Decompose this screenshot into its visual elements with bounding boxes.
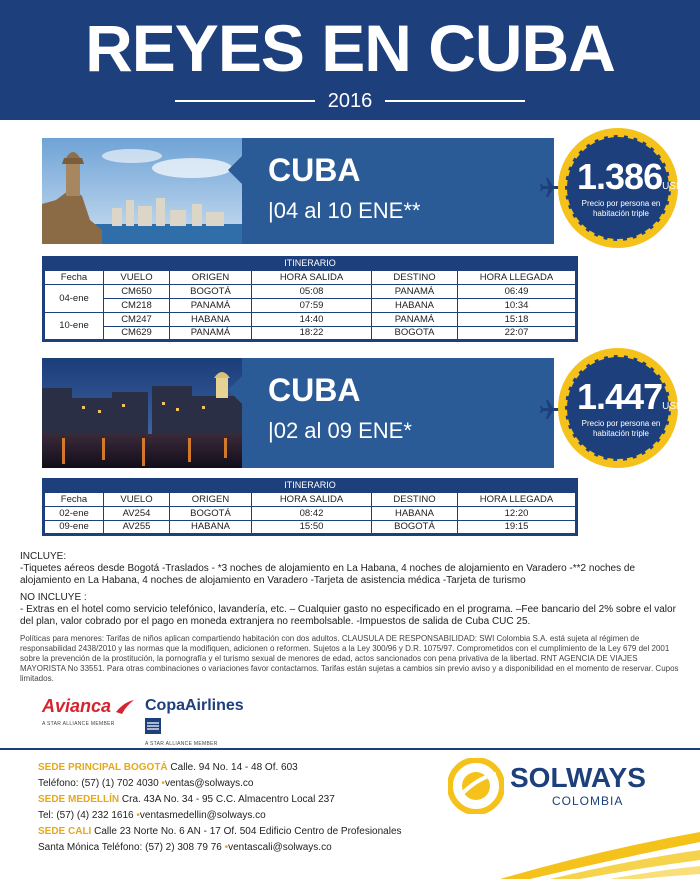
divider-line xyxy=(175,100,315,102)
column-header: VUELO xyxy=(104,271,170,285)
currency: USD xyxy=(662,181,684,192)
table-header xyxy=(44,493,577,507)
price-badge-inner xyxy=(565,355,684,461)
table-row xyxy=(44,521,577,535)
price: 1.447USD xyxy=(577,376,684,417)
offer-band xyxy=(242,138,554,244)
destination-cell: HABANA xyxy=(372,299,458,313)
flight-cell: CM218 xyxy=(104,299,170,313)
arrival-cell: 10:34 xyxy=(458,299,577,313)
table-row xyxy=(44,313,577,327)
excludes-text: - Extras en el hotel como servicio telefónico, lavandería, etc. – Cualquier gasto no especificado en el programa. –Fee bancario del 2% sobre el valor del plan, valor cobrado por el pago en moneda extranjera no reembolsable. -Impuestos de salida de Cuba CUC 25. xyxy=(20,604,676,627)
legal-text: Políticas para menores: Tarifas de niños aplican compartiendo habitación con dos adultos. CLAUSULA DE RESPONSABILIDAD: SWI Colombia S.A. está sujeta al régimen de responsabilidad 2438/2010 y las normas que la modifiquen, adicionen o reformen. Sujetos a la Ley 300/96 y D.R. 1075/97. Comprometidos con el cumplimiento de la Ley 679 del 2001 sobre la prevención de la prostitución, la pornografía y el turismo sexual de menores de edad, actos sancionados con pena privativa de la libertad. RNT AGENCIA DE VIAJES MAYORISTA No 33551. Para otras combinaciones o variaciones favor contactarnos. Tarifas están sujetas a cambios sin previo aviso y a disponibilidad en el momento de reservar. Cupos limitados. xyxy=(20,634,679,683)
column-header: HORA LLEGADA xyxy=(458,271,577,285)
table-row xyxy=(44,299,577,313)
includes-section xyxy=(20,551,680,587)
date-cell: 02-ene xyxy=(44,507,104,521)
solways-logo xyxy=(448,758,688,818)
excludes-heading: NO INCLUYE : xyxy=(20,592,87,603)
itinerary-grid xyxy=(42,270,578,342)
bullet: • xyxy=(224,842,229,853)
contact-line xyxy=(38,808,458,824)
year-row xyxy=(175,88,525,114)
column-header: HORA LLEGADA xyxy=(458,493,577,507)
origin-cell: HABANA xyxy=(170,521,252,535)
arrival-cell: 12:20 xyxy=(458,507,577,521)
contact-line xyxy=(38,840,458,856)
page-title: REYES EN CUBA xyxy=(85,11,615,85)
departure-cell: 07:59 xyxy=(252,299,372,313)
departure-cell: 15:50 xyxy=(252,521,372,535)
origin-cell: PANAMÁ xyxy=(170,299,252,313)
departure-cell: 14:40 xyxy=(252,313,372,327)
destination-cell: BOGOTA xyxy=(372,327,458,341)
destination-cell: BOGOTÁ xyxy=(372,521,458,535)
column-header: ORIGEN xyxy=(170,493,252,507)
office-address: Calle. 94 No. 14 - 48 Of. 603 xyxy=(167,762,298,773)
column-header: ORIGEN xyxy=(170,271,252,285)
copa-logo xyxy=(145,696,255,747)
office-label: SEDE PRINCIPAL BOGOTÁ xyxy=(38,762,168,773)
havana-morro-photo xyxy=(42,138,242,244)
bullet: • xyxy=(161,778,165,789)
table-row xyxy=(44,285,577,299)
arrival-cell: 06:49 xyxy=(458,285,577,299)
column-header: HORA SALIDA xyxy=(252,271,372,285)
destination-name: CUBA xyxy=(268,372,361,408)
date-cell: 04-ene xyxy=(44,285,104,313)
itinerary-title: ITINERARIO xyxy=(42,478,578,492)
price-note: Precio por persona en habitación triple xyxy=(581,199,661,218)
arrival-cell: 19:15 xyxy=(458,521,577,535)
office-address: Calle 23 Norte No. 6 AN - 17 Of. 504 Edificio Centro de Profesionales xyxy=(91,826,402,837)
origin-cell: BOGOTÁ xyxy=(170,285,252,299)
destination-name: CUBA xyxy=(268,152,361,188)
travel-dates: |04 al 10 ENE** xyxy=(268,198,421,223)
includes-text: -Tiquetes aéreos desde Bogotá -Traslados - *3 noches de alojamiento en La Habana, 4 noches de alojamiento en Varadero -**2 noches de alojamiento en La Habana, 4 noches de alojamiento en Varadero -Tarjeta de asistencia médica -Tarjeta de turismo xyxy=(20,563,636,586)
origin-cell: PANAMÁ xyxy=(170,327,252,341)
itinerary-grid xyxy=(42,492,578,536)
footer-divider xyxy=(0,748,700,750)
price-badge-inner xyxy=(565,135,684,241)
office-label: SEDE MEDELLÍN xyxy=(38,794,120,805)
office-email[interactable]: ventas@solways.co xyxy=(164,778,254,789)
destination-cell: HABANA xyxy=(372,507,458,521)
decorative-stripes xyxy=(440,820,700,879)
star-alliance-note: A STAR ALLIANCE MEMBER xyxy=(145,741,218,747)
address-line xyxy=(38,792,458,808)
star-alliance-note: A STAR ALLIANCE MEMBER xyxy=(42,721,115,727)
departure-cell: 05:08 xyxy=(252,285,372,299)
brand-subtitle: COLOMBIA xyxy=(552,794,624,808)
column-header: VUELO xyxy=(104,493,170,507)
date-cell: 09-ene xyxy=(44,521,104,535)
itinerary-table-2 xyxy=(42,478,578,536)
havana-night-photo xyxy=(42,358,242,468)
arrival-cell: 15:18 xyxy=(458,313,577,327)
includes-heading: INCLUYE: xyxy=(20,551,67,562)
office-phone: Santa Mónica Teléfono: (57) 2) 308 79 76 xyxy=(38,842,222,853)
column-header: Fecha xyxy=(44,271,104,285)
header-banner xyxy=(0,0,700,120)
address-line xyxy=(38,824,458,840)
excludes-section xyxy=(20,592,680,628)
column-header: Fecha xyxy=(44,493,104,507)
flight-cell: CM629 xyxy=(104,327,170,341)
contact-line xyxy=(38,776,458,792)
column-header: DESTINO xyxy=(372,493,458,507)
destination-cell: PANAMÁ xyxy=(372,313,458,327)
office-address: Cra. 43A No. 34 - 95 C.C. Almacentro Local 237 xyxy=(119,794,335,805)
sun-logo-icon xyxy=(448,758,504,814)
travel-dates: |02 al 09 ENE* xyxy=(268,418,412,443)
date-cell: 10-ene xyxy=(44,313,104,341)
column-header: DESTINO xyxy=(372,271,458,285)
arrival-cell: 22:07 xyxy=(458,327,577,341)
office-phone: Teléfono: (57) (1) 702 4030 xyxy=(38,778,159,789)
flight-cell: AV255 xyxy=(104,521,170,535)
price-badge xyxy=(558,128,684,248)
itinerary-table-1 xyxy=(42,256,578,342)
origin-cell: HABANA xyxy=(170,313,252,327)
band-arrow xyxy=(228,376,242,404)
avianca-bird-icon xyxy=(116,700,134,714)
flight-cell: AV254 xyxy=(104,507,170,521)
flight-cell: CM247 xyxy=(104,313,170,327)
flight-cell: CM650 xyxy=(104,285,170,299)
departure-cell: 08:42 xyxy=(252,507,372,521)
brand-name: SOLWAYS xyxy=(510,762,646,793)
office-email[interactable]: ventascali@solways.co xyxy=(228,842,332,853)
departure-cell: 18:22 xyxy=(252,327,372,341)
price-note: Precio por persona en habitación triple xyxy=(581,419,661,438)
bullet: • xyxy=(136,810,140,821)
origin-cell: BOGOTÁ xyxy=(170,507,252,521)
column-header: HORA SALIDA xyxy=(252,493,372,507)
destination-cell: PANAMÁ xyxy=(372,285,458,299)
divider-line xyxy=(385,100,525,102)
table-row xyxy=(44,327,577,341)
year-label: 2016 xyxy=(327,90,373,112)
address-line xyxy=(38,760,458,776)
contact-addresses xyxy=(38,760,458,856)
office-phone: Tel: (57) (4) 232 1616 xyxy=(38,810,134,821)
office-label: SEDE CALI xyxy=(38,826,92,837)
avianca-wordmark: Avianca xyxy=(42,696,142,716)
offer-band xyxy=(242,358,554,468)
table-header xyxy=(44,271,577,285)
table-row xyxy=(44,507,577,521)
itinerary-title: ITINERARIO xyxy=(42,256,578,270)
currency: USD xyxy=(662,401,684,412)
price: 1.386USD xyxy=(577,156,684,197)
copa-wordmark: CopaAirlines xyxy=(145,696,255,736)
copa-globe-icon xyxy=(145,718,161,734)
band-arrow xyxy=(228,156,242,184)
avianca-logo xyxy=(42,696,142,727)
office-email[interactable]: ventasmedellin@solways.co xyxy=(139,810,266,821)
price-badge xyxy=(558,348,684,468)
